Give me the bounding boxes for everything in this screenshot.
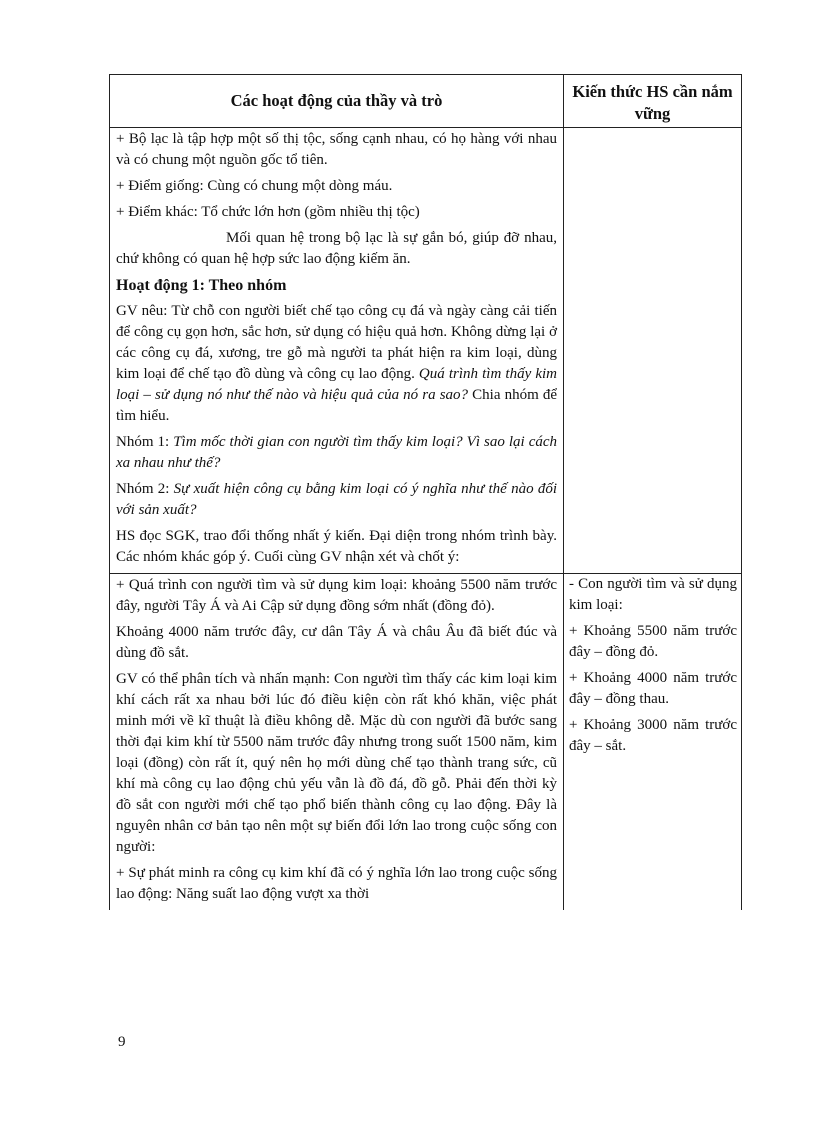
tribe-similarity: + Điểm giống: Cùng có chung một dòng máu. [116, 178, 393, 194]
knowledge-bronze: + Khoảng 4000 năm trước đây – đồng thau. [569, 670, 737, 707]
activities-cell-1 [110, 128, 564, 574]
knowledge-cell-1 [564, 128, 742, 574]
tribe-difference: + Điểm khác: Tổ chức lớn hơn (gồm nhiều thị tộc) [116, 204, 420, 220]
group-1-paragraph [116, 432, 557, 474]
iron-usage: Khoảng 4000 năm trước đây, cư dân Tây Á và châu Âu đã biết đúc và dùng đồ sắt. [116, 624, 557, 661]
header-knowledge: Kiến thức HS cần nắm vững [564, 75, 742, 128]
metal-discovery: + Quá trình con người tìm và sử dụng kim loại: khoảng 5500 năm trước đây, người Tây Á và Ai Cập sử dụng đồng sớm nhất (đồng đỏ). [116, 577, 557, 614]
group-2-label: Nhóm 2: [116, 481, 174, 497]
lesson-table [109, 74, 742, 910]
activity-title: Hoạt động 1: Theo nhóm [116, 277, 287, 294]
gv-analysis: GV có thể phân tích và nhấn mạnh: Con người tìm thấy các kim loại kim khí cách rất xa nhau bởi lúc đó điều kiện còn rất khó khăn, việc phát minh mới về kĩ thuật là điều không dễ. Mặc dù con người đã bước sang thời đại kim khí từ 5500 năm trước đây nhưng trong suốt 1500 năm, kim loại (đồng) còn rất ít, quý nên họ mới dùng chế tạo thành trang sức, cũ khí mà công cụ lao động chủ yếu vẫn là đồ đá, đồ gỗ. Phải đến thời kỳ đồ sắt con người mới chế tạo phổ biến thành công cụ lao động. Đây là nguyên nhân cơ bản tạo nên một sự biến đổi lớn lao trong cuộc sống con người: [116, 671, 557, 855]
tribe-relationship: Mối quan hệ trong bộ lạc là sự gắn bó, giúp đỡ nhau, chứ không có quan hệ hợp sức lao động kiếm ăn. [116, 230, 557, 267]
knowledge-cell-2 [564, 574, 742, 911]
group-2-question: Sự xuất hiện công cụ bằng kim loại có ý nghĩa như thế nào đối với sản xuất? [116, 481, 557, 518]
knowledge-iron: + Khoảng 3000 năm trước đây – sắt. [569, 717, 737, 754]
metal-tool-significance: + Sự phát minh ra công cụ kim khí đã có ý nghĩa lớn lao trong cuộc sống lao động: Năng suất lao động vượt xa thời [116, 865, 557, 902]
tribe-definition: + Bộ lạc là tập hợp một số thị tộc, sống cạnh nhau, có họ hàng với nhau và có chung một nguồn gốc tổ tiên. [116, 131, 557, 168]
gv-tail: Chia nhóm để tìm hiểu. [116, 387, 557, 424]
table-row-2 [110, 574, 742, 911]
knowledge-copper: + Khoảng 5500 năm trước đây – đồng đỏ. [569, 623, 737, 660]
table-row-1 [110, 128, 742, 574]
hs-activity: HS đọc SGK, trao đổi thống nhất ý kiến. Đại diện trong nhóm trình bày. Các nhóm khác góp ý. Cuối cùng GV nhận xét và chốt ý: [116, 528, 557, 565]
activities-cell-2 [110, 574, 564, 911]
knowledge-intro: - Con người tìm và sử dụng kim loại: [569, 576, 737, 613]
table-header-row [110, 75, 742, 128]
group-1-question: Tìm mốc thời gian con người tìm thấy kim loại? Vì sao lại cách xa nhau như thế? [116, 434, 558, 471]
page-number: 9 [118, 1034, 126, 1050]
group-2-paragraph [116, 479, 557, 521]
group-1-label: Nhóm 1: [116, 434, 174, 450]
gv-intro: GV nêu: Từ chỗ con người biết chế tạo công cụ đá và ngày càng cải tiến để công cụ gọn hơn, sắc hơn, sử dụng có hiệu quả hơn. Không dừng lại ở các công cụ đá, xương, tre gỗ mà người ta phát hiện ra kim loại, dùng kim loại để chế tạo đồ dùng và công cụ lao động. [116, 303, 557, 382]
header-activities: Các hoạt động của thầy và trò [110, 75, 564, 128]
gv-question: Quá trình tìm thấy kim loại – sử dụng nó như thế nào và hiệu quả của nó ra sao? [116, 366, 557, 403]
gv-intro-paragraph [116, 301, 557, 427]
